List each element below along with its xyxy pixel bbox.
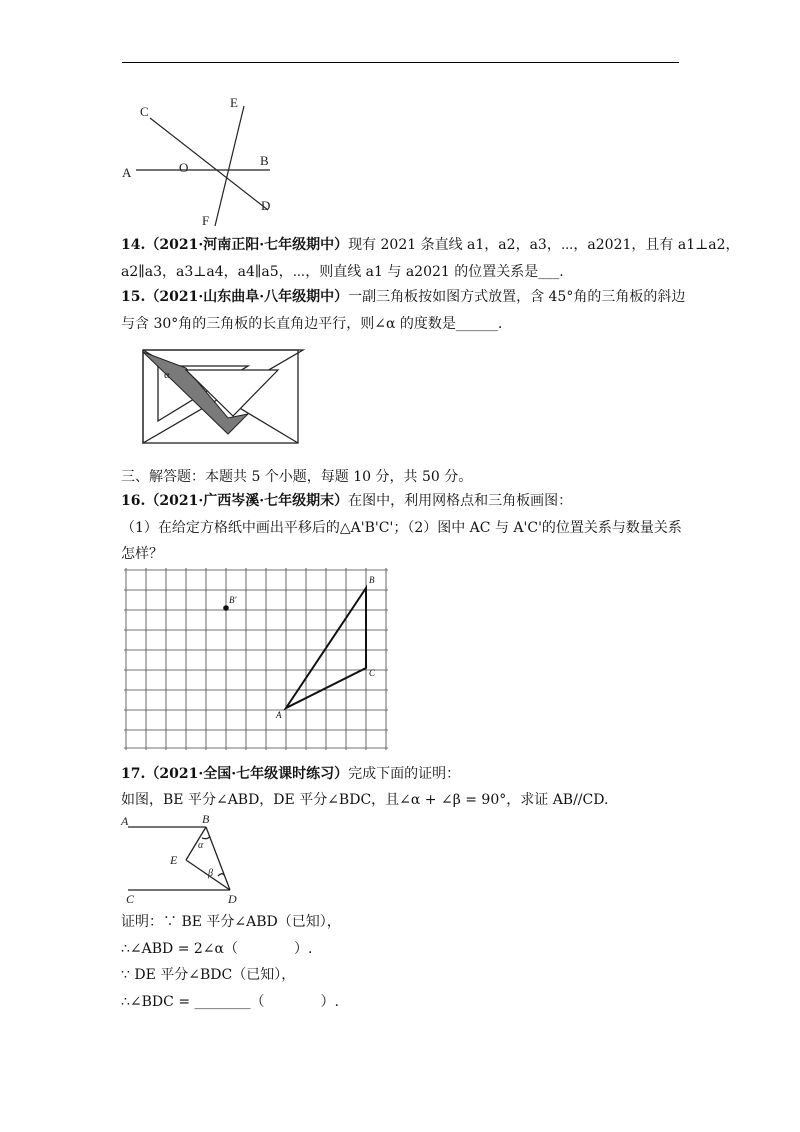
q15-line1-text: 一副三角板按如图方式放置，含 45°角的三角板的斜边: [348, 289, 686, 305]
label-A: A: [276, 710, 282, 720]
label-D: D: [261, 198, 271, 213]
q14-source: （2021·河南正阳·七年级期中）: [145, 237, 349, 253]
q15-line1: [121, 288, 685, 306]
q17-number: 17.: [121, 766, 146, 782]
q17-proof-line1: 证明：∵ BE 平分∠ABD（已知），: [121, 914, 341, 930]
figure-parallel-proof: [118, 810, 248, 905]
q17-proof-line4: ∴∠BDC = ________（ ）.: [121, 994, 339, 1010]
q15-source: （2021·山东曲阜·八年级期中）: [145, 289, 349, 305]
q17-source: （2021·全国·七年级课时练习）: [145, 766, 349, 782]
label-alpha: α: [164, 369, 170, 381]
label-E: E: [230, 95, 238, 110]
label-alpha: α: [198, 840, 204, 851]
figure-set-squares: [138, 346, 308, 448]
label-B: B: [260, 153, 269, 168]
q17-condition: 如图，BE 平分∠ABD，DE 平分∠BDC，且∠α + ∠β = 90°，求证 AB//CD.: [121, 792, 609, 808]
label-E: E: [170, 853, 178, 867]
q16-source: （2021·广西岑溪·七年级期末）: [145, 493, 349, 509]
label-A: A: [122, 165, 132, 180]
point-Bprime: [223, 605, 229, 611]
label-D: D: [228, 892, 237, 905]
figure-intersecting-lines: [118, 92, 288, 232]
q17-proof-line2: ∴∠ABD = 2∠α（ ）.: [121, 941, 313, 957]
figure-grid: [124, 568, 388, 750]
label-C: C: [140, 104, 149, 119]
label-B: B: [202, 812, 210, 826]
label-C: C: [126, 892, 135, 905]
q16-line2: （1）在给定方格纸中画出平移后的△A'B'C'；（2）图中 AC 与 A'C'的位置关系与数量关系: [121, 520, 682, 536]
q14-line2: a2∥a3，a3⊥a4，a4∥a5，⋯，则直线 a1 与 a2021 的位置关系是___.: [121, 264, 564, 280]
label-A: A: [121, 814, 129, 828]
line-CD: [150, 118, 268, 210]
q14-number: 14.: [121, 237, 146, 253]
label-F: F: [202, 213, 210, 228]
label-Bprime: B': [229, 595, 237, 605]
q16-line3: 怎样？: [121, 546, 163, 562]
q17-proof-line3: ∵ DE 平分∠BDC（已知），: [121, 967, 296, 983]
q15-line2: 与含 30°角的三角板的长直角边平行，则∠α 的度数是______.: [121, 316, 503, 332]
q14-line1-text: 现有 2021 条直线 a1，a2，a3，⋯，a2021，且有 a1⊥a2，: [348, 237, 740, 253]
section3-heading: 三、解答题：本题共 5 个小题，每题 10 分，共 50 分。: [121, 469, 473, 485]
label-B: B: [369, 575, 375, 585]
line-EF: [215, 106, 244, 226]
q17-line1: [121, 765, 460, 783]
label-O: O: [179, 160, 189, 175]
q17-intro: 完成下面的证明：: [348, 766, 461, 782]
q16-line1: [121, 492, 572, 510]
label-C: C: [369, 668, 376, 678]
q16-intro: 在图中，利用网格点和三角板画图：: [348, 493, 573, 509]
q16-number: 16.: [121, 493, 146, 509]
q14-line1: [121, 236, 740, 254]
q15-number: 15.: [121, 289, 146, 305]
header-rule: [122, 62, 679, 63]
label-beta: β: [208, 868, 213, 879]
